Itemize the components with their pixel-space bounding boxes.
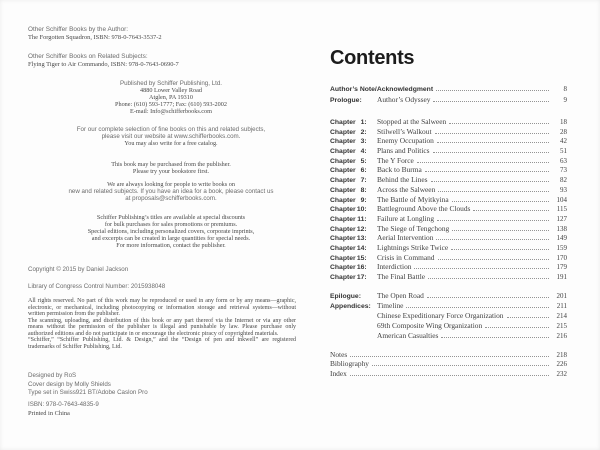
toc-entry-title: The Open Road: [377, 291, 424, 300]
dot-leader: [372, 365, 549, 366]
publisher-email: E-mail: Info@schifferbooks.com: [130, 108, 212, 115]
toc-entry: [330, 359, 567, 368]
toc-entry-page: 149: [556, 234, 567, 243]
dot-leader: [433, 101, 549, 102]
toc-entry: [330, 331, 567, 341]
catalog-line: please visit our website at www.schifferbooks.com.: [101, 133, 241, 140]
toc-entry: [330, 321, 567, 331]
other-books-heading: Other Schiffer Books by the Author:: [28, 26, 129, 33]
dot-leader: [350, 356, 549, 357]
toc-entry-page: 216: [556, 332, 567, 340]
toc-entry: [330, 95, 567, 106]
dot-leader: [431, 181, 550, 182]
toc-entry-label: Chapter14:: [330, 244, 367, 252]
toc-entry-title: Stilwell’s Walkout: [377, 126, 432, 136]
publisher-street: 4880 Lower Valley Road: [140, 87, 202, 94]
designer-credit: Designed by RoS: [28, 372, 77, 379]
toc-entry: [330, 146, 567, 156]
dot-leader: [452, 230, 549, 231]
discounts-line: Special editions, including personalized covers, corporate imprints,: [87, 228, 255, 235]
toc-entry-page: 115: [556, 205, 567, 214]
catalog-line: You may also write for a free catalog.: [124, 140, 218, 147]
dot-leader: [437, 142, 549, 143]
toc-entry-title: Failure at Longling: [377, 213, 435, 223]
toc-entry-label: Chapter 2:: [330, 128, 367, 136]
toc-entry-page: 218: [556, 351, 567, 359]
publisher-city: Atglen, PA 19310: [149, 94, 193, 101]
toc-entry-page: 51: [560, 147, 567, 156]
toc-entry: [330, 127, 567, 137]
toc-entry-title: Author’s Odyssey: [377, 94, 431, 104]
related-heading: Other Schiffer Books on Related Subjects:: [28, 53, 148, 60]
toc-entry-page: 159: [556, 243, 567, 252]
toc-entry-page: 214: [556, 312, 567, 320]
publisher-block: [40, 80, 302, 115]
credits-block: [28, 372, 148, 398]
toc-entry: [330, 311, 567, 321]
toc-end-matter: [330, 350, 567, 378]
dot-leader: [438, 191, 549, 192]
toc-chapters: [330, 117, 567, 282]
toc-entry-page: 18: [560, 118, 567, 126]
toc-entry-page: 191: [556, 273, 567, 281]
toc-entry-label: Chapter 9:: [330, 196, 367, 204]
toc-entry-page: 28: [560, 127, 567, 136]
dot-leader: [451, 249, 549, 250]
toc-entry: [330, 117, 567, 127]
toc-entry-label: Chapter15:: [330, 254, 367, 262]
toc-entry: [330, 185, 567, 195]
dot-leader: [441, 337, 549, 338]
toc-entry-title: Chinese Expeditionary Force Organization: [377, 311, 504, 320]
toc-entry-page: 73: [560, 166, 567, 175]
discounts-line: and excerpts can be created in large quantities for special needs.: [91, 235, 251, 242]
toc-entry-label: Chapter13:: [330, 235, 367, 243]
toc-entry: [330, 243, 567, 253]
toc-entry-title: Enemy Occupation: [377, 136, 434, 146]
toc-entry-page: 170: [556, 253, 567, 262]
rights-paragraph: The scanning, uploading, and distribution of this book or any part thereof via the Internet or via any other means without the permission of the publisher is illegal and punishable by law. Please purchase only authorized editions and do not participate in or encourage the electronic piracy of copyrighted materials.: [28, 317, 296, 337]
toc-entry: [330, 350, 567, 359]
toc-entry-title: Interdiction: [377, 262, 412, 272]
discounts-block: [40, 214, 302, 249]
toc-entry: [330, 253, 567, 263]
dot-leader: [427, 297, 549, 298]
toc-entry-page: 201: [556, 292, 567, 300]
toc-entry: [330, 175, 567, 185]
dot-leader: [428, 278, 549, 279]
toc-entry: [330, 214, 567, 224]
toc-entry-label: Chapter16:: [330, 264, 367, 272]
toc-entry: [330, 136, 567, 146]
isbn-line: ISBN: 978-0-7643-4835-9: [28, 401, 99, 408]
toc-entry-label: Chapter 7:: [330, 177, 367, 185]
toc-entry-page: 179: [556, 263, 567, 272]
rights-block: [28, 298, 296, 350]
dot-leader: [449, 123, 549, 124]
toc-entry: [330, 84, 567, 95]
toc-entry-page: 127: [556, 214, 567, 223]
toc-entry-title: The Y Force: [377, 155, 414, 165]
dot-leader: [437, 220, 549, 221]
toc-entry-title: Behind the Lines: [377, 175, 428, 185]
purchase-line: Please try your bookstore first.: [132, 168, 210, 175]
typeface-credit: Type set in Swiss921 BT/Adobe Caslon Pro: [28, 389, 148, 396]
related-subjects: [28, 53, 179, 69]
toc-entry-title: Plans and Politics: [377, 146, 430, 156]
lccn-line: Library of Congress Control Number: 2015938048: [28, 283, 166, 290]
dot-leader: [435, 133, 550, 134]
toc-entry-label: Prologue:: [330, 96, 362, 104]
toc-entry-page: 8: [563, 85, 567, 93]
other-books-by-author: [28, 26, 162, 42]
dot-leader: [452, 201, 549, 202]
toc-entry-label: Chapter12:: [330, 225, 367, 233]
related-item: Flying Tiger to Air Commando, ISBN: 978-0-7643-0690-7: [28, 61, 179, 68]
dot-leader: [485, 327, 549, 328]
toc-entry-label: Appendices:: [330, 303, 371, 310]
toc-entry-label: Chapter 1:: [330, 119, 367, 126]
dot-leader: [507, 317, 550, 318]
catalog-block: [40, 126, 302, 147]
toc-entry-title: Aerial Intervention: [377, 233, 434, 243]
toc-entry: [330, 272, 567, 282]
dot-leader: [436, 90, 549, 91]
toc-front-matter: [330, 84, 567, 105]
toc-entry-page: 211: [556, 302, 567, 310]
toc-entry-title: Notes: [330, 350, 348, 359]
toc-back-matter: [330, 291, 567, 341]
discounts-line: for bulk purchases for sales promotions or premiums.: [104, 221, 238, 228]
toc-entry: [330, 262, 567, 272]
toc-entry-page: 104: [556, 195, 567, 204]
toc-entry-title: The Battle of Myitkyina: [377, 194, 449, 204]
toc-entry-title: Timeline: [377, 301, 404, 310]
toc-entry-label: Chapter 5:: [330, 157, 367, 165]
toc-entry-page: 9: [563, 95, 567, 104]
toc-entry-page: 138: [556, 224, 567, 233]
copyright-line: Copyright © 2015 by Daniel Jackson: [28, 266, 129, 273]
toc-entry-title: The Siege of Tengchong: [377, 223, 450, 233]
dot-leader: [425, 171, 549, 172]
dot-leader: [406, 307, 549, 308]
toc-entry-title: Battleground Above the Clouds: [377, 204, 471, 214]
rights-paragraph: All rights reserved. No part of this work may be reproduced or used in any form or by any means—graphic, electronic, or mechanical, including photocopying or information storage and retrieval systems—without written permission from the publisher.: [28, 298, 296, 317]
toc-entry: [330, 224, 567, 234]
toc-entry-label: Chapter 4:: [330, 148, 367, 156]
toc-entry-label: Author’s Note/Acknowledgment: [330, 86, 434, 93]
toc-entry-title: Bibliography: [330, 359, 370, 369]
dot-leader: [438, 259, 550, 260]
dot-leader: [417, 162, 549, 163]
dot-leader: [436, 239, 549, 240]
toc-entry-title: Stopped at the Salween: [377, 117, 447, 126]
rights-paragraph: “Schiffer,” “Schiffer Publishing, Ltd. & Design,” and the “Design of pen and inkwell” are registered trademarks of Schiffer Publishing, Ltd.: [28, 337, 296, 350]
toc-entry-label: Chapter17:: [330, 274, 367, 281]
printed-in-line: Printed in China: [28, 409, 70, 417]
write-books-line: We are always looking for people to write books on: [107, 181, 235, 188]
toc-entry-label: Chapter 8:: [330, 186, 367, 194]
toc-entry: [330, 233, 567, 243]
toc-entry-title: Crisis in Command: [377, 252, 435, 262]
toc-entry-title: Index: [330, 368, 347, 378]
toc-entry-page: 215: [556, 322, 567, 330]
dot-leader: [473, 210, 549, 211]
other-books-item: The Forgotten Squadron, ISBN: 978-0-7643-3537-2: [28, 34, 162, 41]
publisher-name: Published by Schiffer Publishing, Ltd.: [119, 80, 223, 87]
toc-entry-title: 69th Composite Wing Organization: [377, 321, 483, 330]
toc-entry-label: Chapter 6:: [330, 167, 367, 175]
toc-entry: [330, 156, 567, 166]
toc-entry: [330, 165, 567, 175]
toc-entry: [330, 301, 567, 311]
toc-entry-label: Chapter 11:: [330, 215, 367, 223]
toc-entry-page: 226: [556, 360, 567, 369]
isbn-block: [28, 401, 99, 418]
dot-leader: [350, 375, 549, 376]
toc-entry-title: American Casualties: [377, 331, 439, 340]
publisher-phone: Phone: (610) 593-1777; Fax: (610) 593-2002: [115, 101, 227, 108]
catalog-line: For our complete selection of fine books on this and related subjects,: [76, 126, 266, 133]
dot-leader: [433, 152, 549, 153]
toc-entry: [330, 204, 567, 214]
cover-credit: Cover design by Molly Shields: [28, 380, 111, 388]
toc-entry: [330, 291, 567, 301]
purchase-line: This book may be purchased from the publisher.: [111, 161, 231, 168]
toc-entry-page: 232: [556, 369, 567, 378]
toc-entry: [330, 195, 567, 205]
write-books-line: new and related subjects. If you have an idea for a book, please contact us: [68, 188, 274, 195]
contents-heading: Contents: [330, 47, 415, 69]
toc-entry-page: 82: [560, 176, 567, 185]
toc-entry-title: The Final Battle: [377, 272, 426, 281]
toc-entry-title: Lightnings Strike Twice: [377, 242, 449, 252]
toc-entry-page: 63: [560, 156, 567, 165]
toc-entry-page: 42: [560, 137, 567, 146]
toc-entry-title: Across the Salween: [377, 184, 436, 194]
purchase-block: [40, 161, 302, 175]
toc-entry-label: Chapter 3:: [330, 138, 367, 146]
toc-entry-label: Chapter10:: [330, 206, 367, 214]
toc-entry-title: Back to Burma: [377, 165, 422, 175]
toc-entry-label: Epilogue:: [330, 293, 361, 300]
discounts-line: For more information, contact the publisher.: [116, 242, 226, 249]
write-books-block: [40, 181, 302, 202]
write-books-line: at proposals@schifferbooks.com.: [125, 195, 217, 202]
toc-entry: [330, 369, 567, 378]
discounts-line: Schiffer Publishing’s titles are available at special discounts: [96, 214, 246, 221]
dot-leader: [414, 268, 549, 269]
toc-entry-page: 93: [560, 185, 567, 194]
